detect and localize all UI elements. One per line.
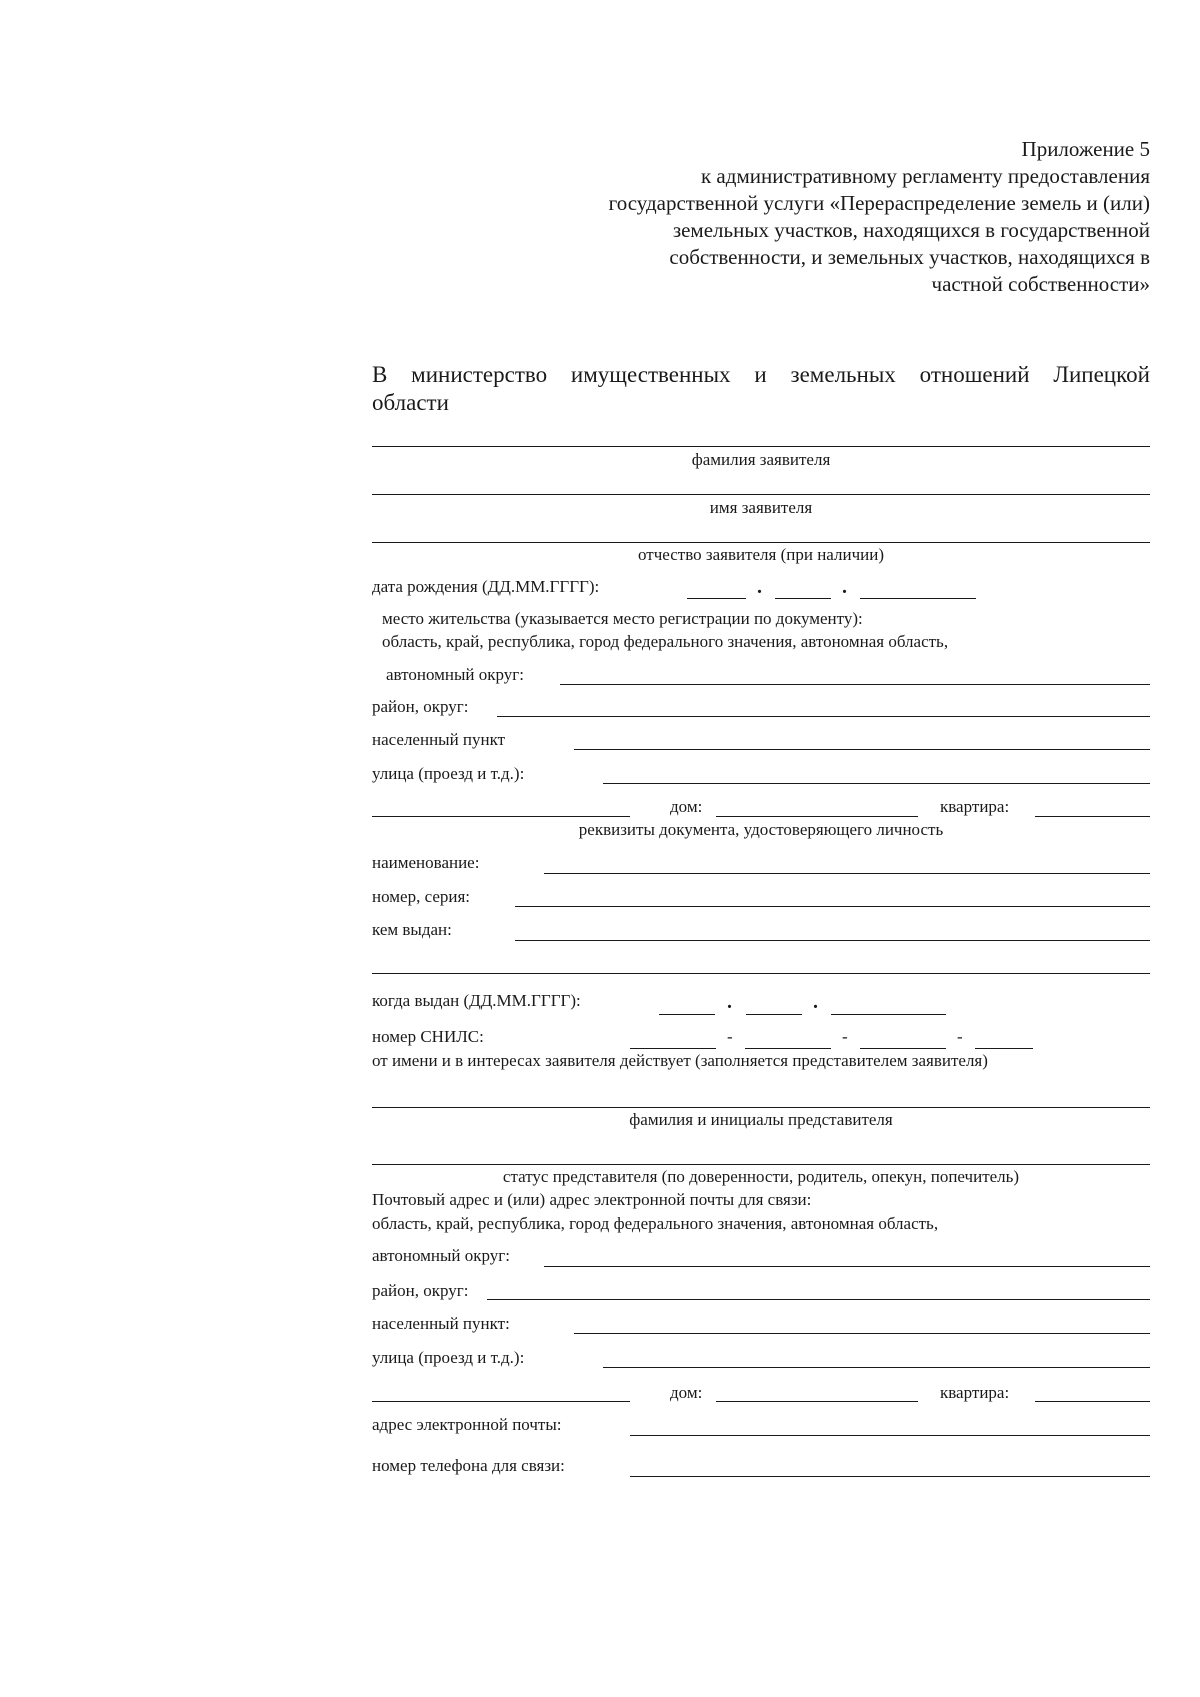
date-separator: . [727, 991, 732, 1013]
appendix-reference-line: частной собственности» [931, 272, 1150, 296]
representative-name-caption: фамилия и инициалы представителя [629, 1110, 893, 1129]
residence-apartment-field[interactable] [1035, 816, 1150, 817]
snils-part-1-field[interactable] [630, 1048, 716, 1049]
snils-part-2-field[interactable] [745, 1048, 831, 1049]
patronymic-field[interactable] [372, 542, 1150, 543]
identity-issuer-cont-field[interactable] [372, 973, 1150, 974]
birthdate-day-field[interactable] [687, 598, 746, 599]
appendix-number: Приложение 5 [1021, 137, 1150, 161]
contact-house-field[interactable] [716, 1401, 918, 1402]
snils-separator: - [957, 1027, 963, 1046]
identity-issuer-field[interactable] [515, 940, 1150, 941]
residence-street-cont-field[interactable] [372, 816, 630, 817]
identity-number-label: номер, серия: [372, 887, 471, 906]
contact-apartment-label: квартира: [940, 1383, 1010, 1402]
contact-locality-label: населенный пункт: [372, 1314, 510, 1333]
contact-okrug-field[interactable] [544, 1266, 1150, 1267]
date-separator: . [813, 991, 818, 1013]
snils-part-4-field[interactable] [975, 1048, 1033, 1049]
residence-district-field[interactable] [497, 716, 1150, 717]
residence-district-label: район, округ: [372, 697, 469, 716]
contact-heading: Почтовый адрес и (или) адрес электронной почты для связи: [372, 1190, 812, 1209]
contact-district-label: район, округ: [372, 1281, 469, 1300]
residence-locality-field[interactable] [574, 749, 1150, 750]
date-separator: . [842, 576, 847, 598]
contact-apartment-field[interactable] [1035, 1401, 1150, 1402]
appendix-reference-line: земельных участков, находящихся в государственной [672, 218, 1150, 242]
contact-street-cont-field[interactable] [372, 1401, 630, 1402]
recipient-word: отношений [919, 362, 1030, 387]
representative-status-caption: статус представителя (по доверенности, родитель, опекун, попечитель) [502, 1167, 1020, 1186]
recipient-word: земельных [790, 362, 896, 387]
contact-district-field[interactable] [487, 1299, 1150, 1300]
residence-street-label: улица (проезд и т.д.): [372, 764, 525, 783]
recipient-word: и [754, 362, 767, 387]
appendix-reference-line: собственности, и земельных участков, находящихся в [669, 245, 1150, 269]
residence-okrug-label: автономный округ: [386, 665, 524, 684]
contact-phone-field[interactable] [630, 1476, 1150, 1477]
appendix-reference-line: государственной услуги «Перераспределение земель и (или) [608, 191, 1150, 215]
recipient-word: Липецкой [1053, 362, 1150, 387]
recipient-line-2: области [372, 390, 449, 415]
first-name-caption: имя заявителя [709, 498, 813, 517]
representative-intro: от имени и в интересах заявителя действует (заполняется представителем заявителя) [372, 1051, 988, 1070]
contact-phone-label: номер телефона для связи: [372, 1456, 565, 1475]
identity-issue-date-label: когда выдан (ДД.ММ.ГГГГ): [372, 991, 581, 1010]
recipient-line [372, 361, 1150, 389]
contact-subheading: область, край, республика, город федерального значения, автономная область, [372, 1214, 939, 1233]
issue-year-field[interactable] [831, 1014, 946, 1015]
snils-separator: - [727, 1027, 733, 1046]
residence-okrug-field[interactable] [560, 684, 1150, 685]
birthdate-label: дата рождения (ДД.ММ.ГГГГ): [372, 577, 600, 596]
identity-name-field[interactable] [544, 873, 1150, 874]
representative-name-field[interactable] [372, 1107, 1150, 1108]
residence-locality-label: населенный пункт [372, 730, 506, 749]
recipient-word: министерство [411, 362, 548, 387]
surname-field[interactable] [372, 446, 1150, 447]
birthdate-month-field[interactable] [775, 598, 831, 599]
identity-heading: реквизиты документа, удостоверяющего личность [578, 820, 944, 839]
snils-part-3-field[interactable] [860, 1048, 946, 1049]
recipient-word: В [372, 362, 388, 387]
appendix-reference-line: к административному регламенту предоставления [700, 164, 1150, 188]
snils-separator: - [842, 1027, 848, 1046]
date-separator: . [757, 576, 762, 598]
residence-street-field[interactable] [603, 783, 1150, 784]
recipient-word: имущественных [570, 362, 731, 387]
contact-okrug-label: автономный округ: [372, 1246, 510, 1265]
residence-subheading: область, край, республика, город федерального значения, автономная область, [382, 632, 949, 651]
residence-house-field[interactable] [716, 816, 918, 817]
patronymic-caption: отчество заявителя (при наличии) [638, 545, 884, 564]
residence-house-label: дом: [670, 797, 703, 816]
identity-issuer-label: кем выдан: [372, 920, 452, 939]
contact-street-label: улица (проезд и т.д.): [372, 1348, 525, 1367]
contact-street-field[interactable] [603, 1367, 1150, 1368]
snils-label: номер СНИЛС: [372, 1027, 484, 1046]
contact-house-label: дом: [670, 1383, 703, 1402]
residence-apartment-label: квартира: [940, 797, 1010, 816]
surname-caption: фамилия заявителя [691, 450, 831, 469]
contact-email-label: адрес электронной почты: [372, 1415, 562, 1434]
birthdate-year-field[interactable] [860, 598, 976, 599]
issue-day-field[interactable] [659, 1014, 715, 1015]
residence-heading: место жительства (указывается место регистрации по документу): [382, 609, 863, 628]
identity-name-label: наименование: [372, 853, 480, 872]
representative-status-field[interactable] [372, 1164, 1150, 1165]
issue-month-field[interactable] [746, 1014, 802, 1015]
contact-email-field[interactable] [630, 1435, 1150, 1436]
contact-locality-field[interactable] [574, 1333, 1150, 1334]
identity-number-field[interactable] [515, 906, 1150, 907]
first-name-field[interactable] [372, 494, 1150, 495]
